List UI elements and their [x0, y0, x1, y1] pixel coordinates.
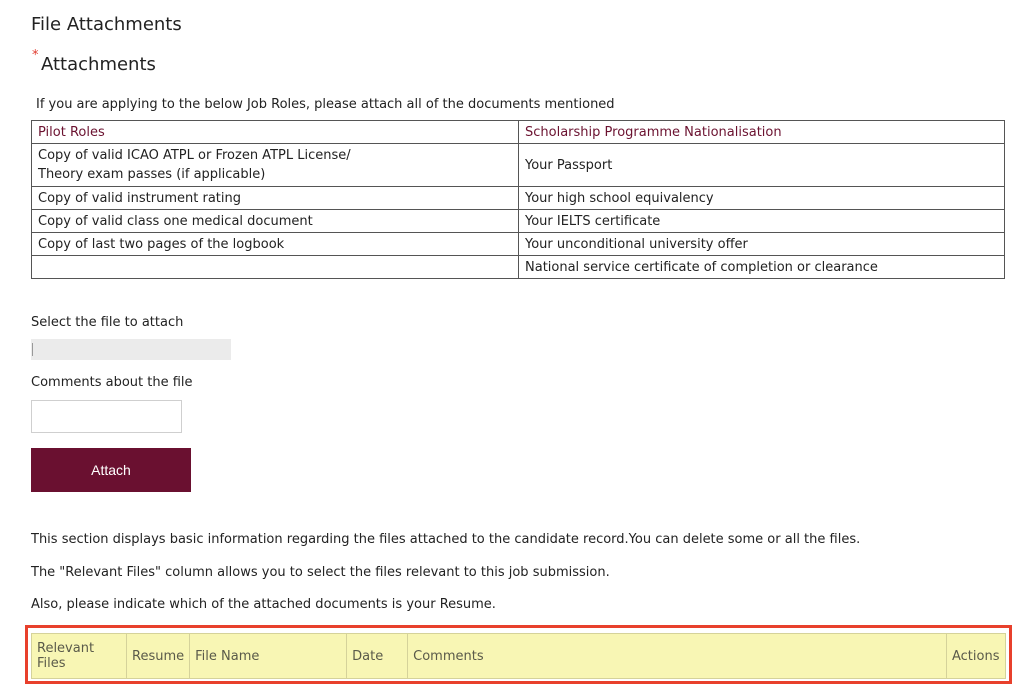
table-cell: Your Passport [519, 144, 1005, 187]
column-header-actions[interactable]: Actions [947, 634, 1006, 679]
attachments-heading: Attachments [41, 54, 156, 75]
column-header-scholarship: Scholarship Programme Nationalisation [519, 121, 1005, 144]
table-row [32, 144, 1005, 187]
files-header-row [32, 634, 1006, 679]
column-header-comments[interactable]: Comments [408, 634, 947, 679]
table-cell [32, 144, 519, 187]
table-cell: Copy of valid instrument rating [32, 187, 519, 210]
cell-line: Theory exam passes (if applicable) [38, 167, 266, 182]
intro-text: If you are applying to the below Job Roles, please attach all of the documents mentioned [36, 97, 615, 112]
table-header-row [32, 121, 1005, 144]
table-cell: Your IELTS certificate [519, 210, 1005, 233]
table-row [32, 233, 1005, 256]
table-cell [32, 256, 519, 279]
attached-files-table [31, 633, 1006, 679]
info-text-relevant: The "Relevant Files" column allows you to select the files relevant to this job submission. [31, 565, 610, 580]
table-row [32, 187, 1005, 210]
table-cell: Your unconditional university offer [519, 233, 1005, 256]
table-cell: National service certificate of completion or clearance [519, 256, 1005, 279]
table-row [32, 210, 1005, 233]
column-header-relevant-files[interactable]: Relevant Files [32, 634, 127, 679]
required-marker: * [32, 48, 39, 63]
file-picker-input[interactable] [31, 339, 231, 360]
cell-line: Copy of valid ICAO ATPL or Frozen ATPL License/ [38, 148, 351, 163]
file-select-label: Select the file to attach [31, 315, 184, 330]
required-documents-table [31, 120, 1005, 279]
column-header-file-name[interactable]: File Name [190, 634, 347, 679]
section-title: File Attachments [31, 14, 182, 35]
table-cell: Copy of valid class one medical document [32, 210, 519, 233]
column-header-pilot-roles: Pilot Roles [32, 121, 519, 144]
comments-label: Comments about the file [31, 375, 193, 390]
attach-button[interactable]: Attach [31, 448, 191, 492]
column-header-date[interactable]: Date [347, 634, 408, 679]
comments-input[interactable] [31, 400, 182, 433]
column-header-resume[interactable]: Resume [127, 634, 190, 679]
table-cell: Your high school equivalency [519, 187, 1005, 210]
table-cell: Copy of last two pages of the logbook [32, 233, 519, 256]
file-picker-caret [32, 343, 33, 356]
info-text-resume: Also, please indicate which of the attached documents is your Resume. [31, 597, 496, 612]
table-row [32, 256, 1005, 279]
info-text-files: This section displays basic information regarding the files attached to the candidate record.You can delete some or all the files. [31, 532, 861, 547]
